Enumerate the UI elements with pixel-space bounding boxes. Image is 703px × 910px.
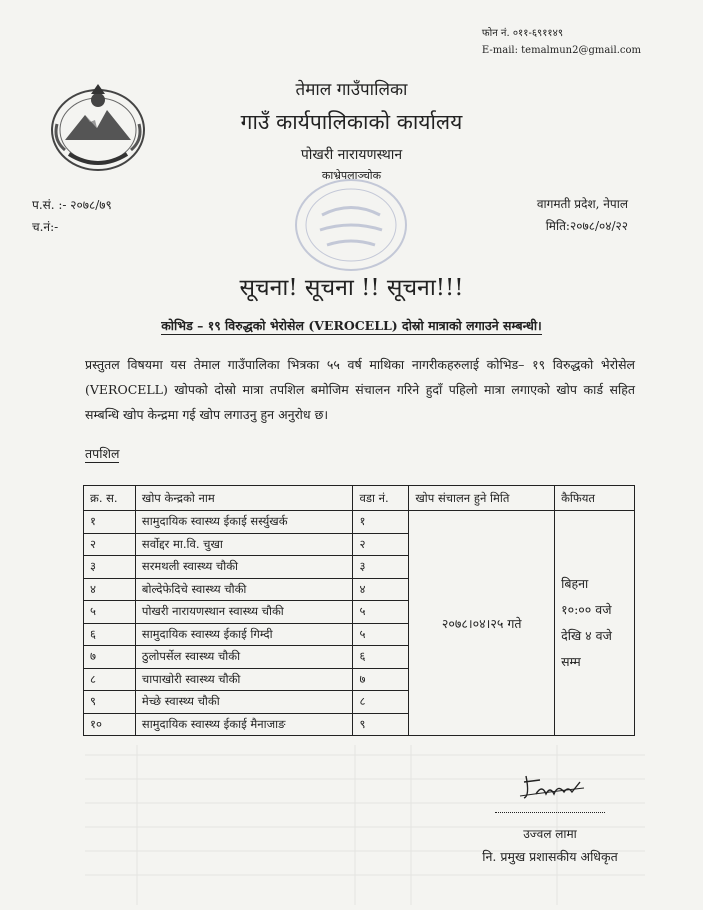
center-cell: सामुदायिक स्वास्थ्य ईकाई मैनाजाङ bbox=[135, 713, 353, 736]
center-cell: चापाखोरी स्वास्थ्य चौकी bbox=[135, 668, 353, 691]
header-remarks: कैफियत bbox=[555, 486, 635, 511]
ward-cell: ३ bbox=[353, 556, 409, 579]
remarks-line: १०:०० वजे bbox=[561, 602, 612, 617]
subject-text: कोभिड – १९ विरुद्धको भेरोसेल (VEROCELL) दोस्रो मात्राको लगाउने सम्बन्धी। bbox=[161, 318, 542, 333]
center-cell: सामुदायिक स्वास्थ्य ईकाई सर्स्युखर्क bbox=[135, 511, 353, 534]
header-serial: क्र. स. bbox=[84, 486, 136, 511]
serial-cell: ४ bbox=[84, 578, 136, 601]
vaccination-center-table bbox=[83, 485, 635, 736]
serial-cell: १० bbox=[84, 713, 136, 736]
location-name: पोखरी नारायणस्थान bbox=[300, 147, 403, 163]
serial-cell: ८ bbox=[84, 668, 136, 691]
vaccination-date-cell: २०७८।०४।२५ गते bbox=[409, 511, 555, 736]
signatory-title: नि. प्रमुख प्रशासकीय अधिकृत bbox=[482, 849, 618, 864]
tapsil-label: तपशिल bbox=[85, 446, 120, 461]
contact-block bbox=[482, 25, 641, 59]
dispatch-number: च.नं:- bbox=[32, 220, 59, 234]
ward-cell: ७ bbox=[353, 668, 409, 691]
subject-line bbox=[0, 317, 703, 334]
signatory-name: उज्वल लामा bbox=[523, 827, 577, 841]
center-cell: सर्वोद्दर मा.वि. चुखा bbox=[135, 533, 353, 556]
remarks-line: देखि ४ वजे bbox=[561, 628, 612, 643]
phone-number: फोन नं. ०११-६९११४९ bbox=[481, 28, 564, 39]
table-row bbox=[84, 511, 635, 534]
notice-heading: सूचना! सूचना !! सूचना!!! bbox=[239, 275, 464, 301]
center-cell: बोल्देफेदिचे स्वास्थ्य चौकी bbox=[135, 578, 353, 601]
body-paragraph: प्रस्तुतल विषयमा यस तेमाल गाउँपालिका भित्रका ५५ वर्ष माथिका नागरीकहरुलाई कोभिड– १९ विरुद्धको भेरोसेल (VEROCELL) खोपको दोस्रो मात्रा तपशिल बमोजिम संचालन गरिने हुदाँ पहिलो मात्रा लगाएको खोप कार्ड सहित सम्बन्धि खोप केन्द्रमा गई खोप लगाउनु हुन अनुरोध छ। bbox=[85, 357, 635, 422]
center-cell: सामुदायिक स्वास्थ्य ईकाई गिम्दी bbox=[135, 623, 353, 646]
municipality-name: तेमाल गाउँपालिका bbox=[295, 80, 408, 100]
serial-cell: २ bbox=[84, 533, 136, 556]
center-cell: ठुलोपर्सेल स्वास्थ्य चौकी bbox=[135, 646, 353, 669]
header-date: खोप संचालन हुने मिति bbox=[409, 486, 555, 511]
reference-number: प.सं. :- २०७८/७९ bbox=[32, 198, 112, 212]
serial-cell: १ bbox=[84, 511, 136, 534]
ward-cell: ४ bbox=[353, 578, 409, 601]
center-cell: मेच्छे स्वास्थ्य चौकी bbox=[135, 691, 353, 714]
document-date: मिति:२०७८/०४/२२ bbox=[545, 219, 628, 233]
serial-cell: ५ bbox=[84, 601, 136, 624]
office-name: गाउँ कार्यपालिकाको कार्यालय bbox=[240, 110, 463, 134]
serial-cell: ६ bbox=[84, 623, 136, 646]
ward-cell: ५ bbox=[353, 601, 409, 624]
center-cell: पोखरी नारायणस्थान स्वास्थ्य चौकी bbox=[135, 601, 353, 624]
center-cell: सरमथली स्वास्थ्य चौकी bbox=[135, 556, 353, 579]
remarks-line: बिहना bbox=[561, 576, 589, 591]
ward-cell: ६ bbox=[353, 646, 409, 669]
email-address: E-mail: temalmun2@gmail.com bbox=[481, 45, 641, 56]
serial-cell: ७ bbox=[84, 646, 136, 669]
header-ward: वडा नं. bbox=[353, 486, 409, 511]
header-center-name: खोप केन्द्रको नाम bbox=[135, 486, 353, 511]
ward-cell: ८ bbox=[353, 691, 409, 714]
signature-scribble-icon bbox=[518, 772, 588, 800]
signature-line bbox=[495, 812, 605, 813]
ward-cell: १ bbox=[353, 511, 409, 534]
remarks-cell bbox=[555, 511, 635, 736]
province-label: वागमती प्रदेश, नेपाल bbox=[536, 197, 628, 211]
ward-cell: २ bbox=[353, 533, 409, 556]
ward-cell: ५ bbox=[353, 623, 409, 646]
remarks-line: सम्म bbox=[561, 654, 581, 669]
district-name: काभ्रेपलाञ्चोक bbox=[321, 169, 382, 182]
office-stamp-icon bbox=[292, 175, 410, 275]
serial-cell: ९ bbox=[84, 691, 136, 714]
table-header-row bbox=[84, 486, 635, 511]
serial-cell: ३ bbox=[84, 556, 136, 579]
ward-cell: ९ bbox=[353, 713, 409, 736]
